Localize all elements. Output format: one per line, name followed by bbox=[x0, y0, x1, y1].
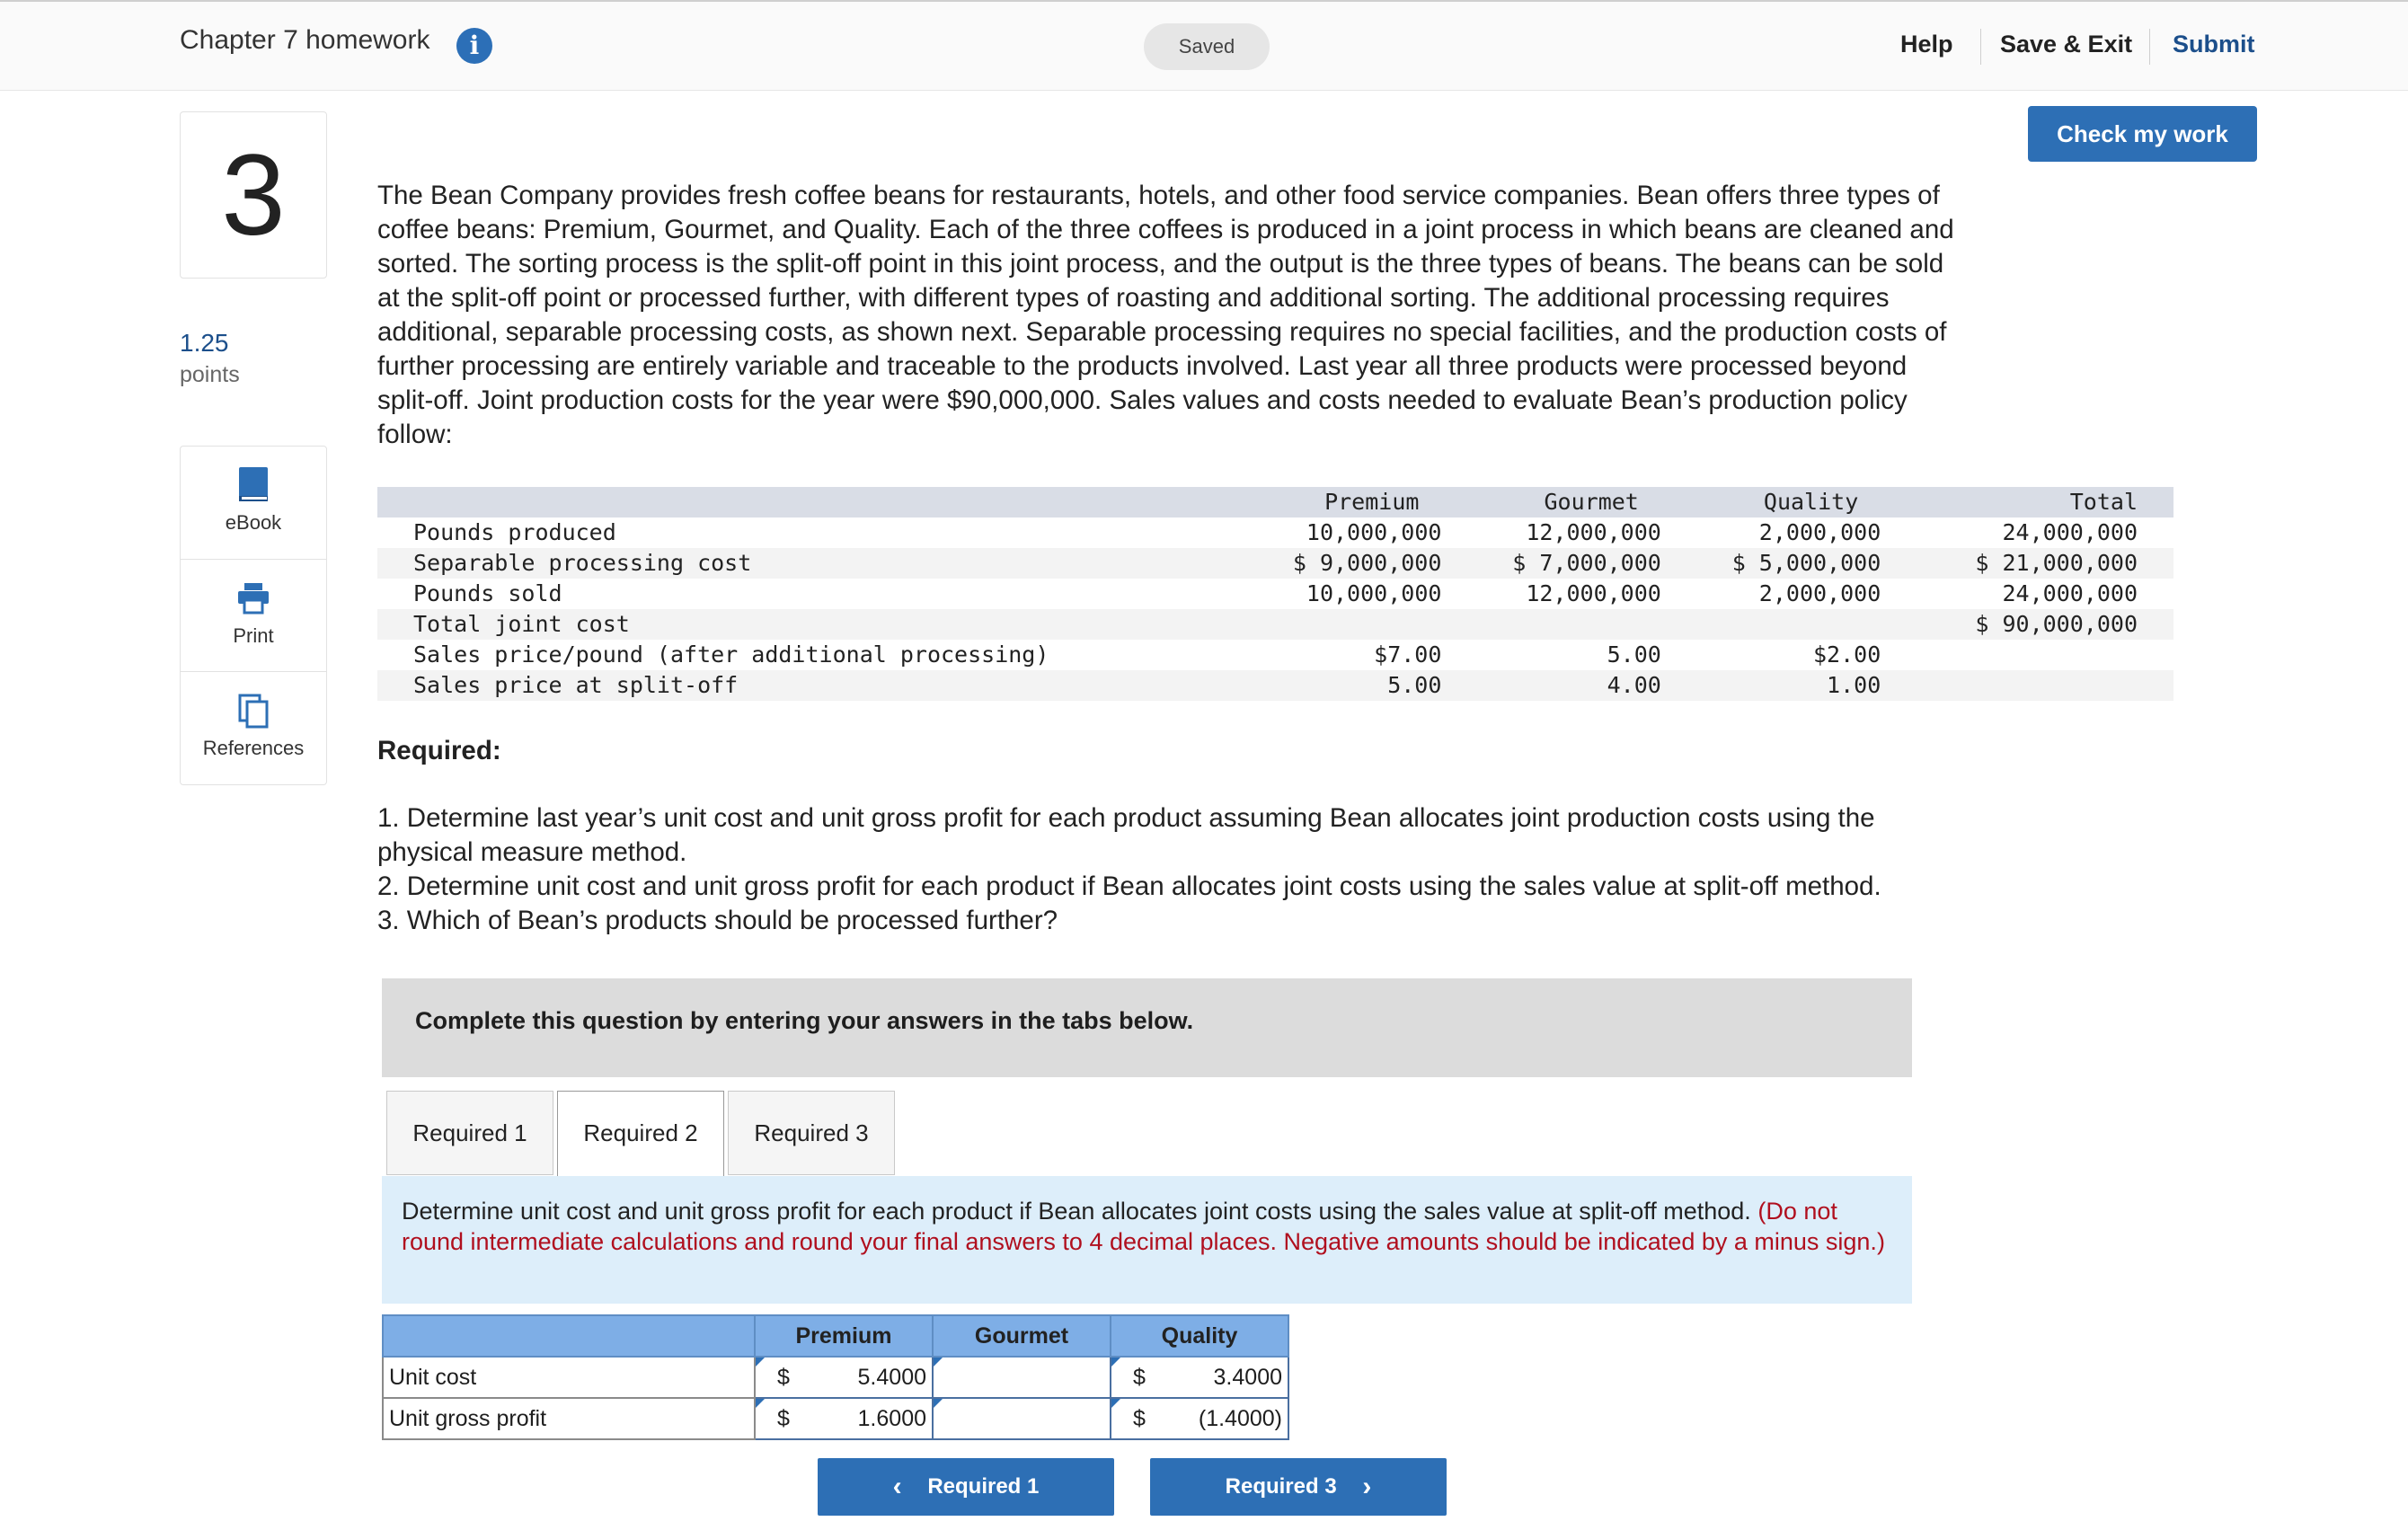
print-button[interactable] bbox=[181, 559, 326, 672]
flag-icon bbox=[756, 1399, 765, 1408]
references-label: References bbox=[202, 737, 305, 759]
header-cell: Total bbox=[1881, 487, 2173, 517]
next-tab-label: Required 3 bbox=[1225, 1474, 1337, 1499]
table-row bbox=[383, 1398, 1288, 1439]
saved-status-badge: Saved bbox=[1144, 23, 1270, 70]
flag-icon bbox=[1111, 1358, 1120, 1367]
assignment-title: Chapter 7 homework bbox=[180, 25, 430, 55]
table-cell: 12,000,000 bbox=[1526, 580, 1661, 606]
prev-tab-label: Required 1 bbox=[927, 1474, 1040, 1499]
table-cell: $ 21,000,000 bbox=[1881, 548, 2173, 579]
currency-symbol: $ bbox=[1133, 1365, 1146, 1390]
instructions-banner bbox=[382, 978, 1912, 1077]
points-value: 1.25 bbox=[180, 329, 229, 357]
header-cell bbox=[377, 487, 1222, 517]
row-label: Pounds produced bbox=[413, 519, 616, 545]
table-row bbox=[383, 1357, 1288, 1398]
task-note: (Do not round intermediate calculations and round your final answers to 4 decimal places. Negative amounts should be indicated by a minus sign.) bbox=[402, 1198, 1885, 1255]
row-label: Pounds sold bbox=[413, 580, 562, 606]
problem-text-line: sorted. The sorting process is the split-off point in this joint process, and the output is the three types of beans. The beans can be sold bbox=[377, 249, 1944, 279]
cell-value: 5.4000 bbox=[857, 1365, 926, 1390]
table-cell: $ 9,000,000 bbox=[1222, 548, 1441, 579]
table-cell bbox=[1881, 640, 2173, 670]
next-tab-button[interactable] bbox=[1150, 1458, 1447, 1516]
currency-symbol: $ bbox=[777, 1365, 790, 1390]
header-cell bbox=[383, 1315, 755, 1357]
table-cell: 1.00 bbox=[1661, 670, 1881, 701]
required-item: 1. Determine last year’s unit cost and unit gross profit for each product assuming Bean allocates joint production costs using the bbox=[377, 803, 1875, 833]
cell-value: (1.4000) bbox=[1198, 1406, 1282, 1431]
row-label: Unit gross profit bbox=[383, 1398, 755, 1439]
given-data-table bbox=[377, 487, 2173, 701]
answer-table bbox=[382, 1314, 1289, 1440]
printer-icon bbox=[236, 579, 270, 617]
table-cell: 5.00 bbox=[1607, 641, 1661, 668]
ebook-button[interactable] bbox=[181, 447, 326, 559]
points-label: points bbox=[180, 362, 240, 387]
table-row bbox=[377, 548, 2173, 579]
required-item: 3. Which of Bean’s products should be processed further? bbox=[377, 906, 1058, 935]
help-link[interactable]: Help bbox=[1900, 31, 1953, 57]
table-cell bbox=[1222, 609, 1441, 640]
table-cell: 2,000,000 bbox=[1758, 519, 1881, 545]
task-description bbox=[382, 1176, 1912, 1304]
answer-header-row bbox=[383, 1315, 1288, 1357]
problem-text-line: follow: bbox=[377, 420, 453, 449]
table-cell: $2.00 bbox=[1813, 641, 1881, 668]
problem-text-line: The Bean Company provides fresh coffee beans for restaurants, hotels, and other food service companies. Bean offers three types of bbox=[377, 181, 1940, 210]
unit-gross-profit-gourmet-input[interactable] bbox=[933, 1398, 1111, 1439]
table-cell bbox=[1441, 609, 1660, 640]
book-icon bbox=[236, 466, 270, 504]
problem-text-line: coffee beans: Premium, Gourmet, and Quality. Each of the three coffees is produced in a joint process in which beans are cleaned and bbox=[377, 215, 1954, 244]
submit-link[interactable]: Submit bbox=[2173, 31, 2255, 57]
unit-cost-quality-input[interactable] bbox=[1111, 1357, 1288, 1398]
flag-icon bbox=[1111, 1399, 1120, 1408]
prev-tab-button[interactable] bbox=[818, 1458, 1114, 1516]
flag-icon bbox=[934, 1399, 943, 1408]
required-item: 2. Determine unit cost and unit gross profit for each product if Bean allocates joint costs using the sales value at split-off method. bbox=[377, 871, 1881, 901]
task-text: Determine unit cost and unit gross profit for each product if Bean allocates joint costs using the sales value at split-off method. bbox=[402, 1198, 1751, 1225]
references-button[interactable] bbox=[181, 671, 326, 784]
table-cell: 12,000,000 bbox=[1526, 519, 1661, 545]
row-label: Total joint cost bbox=[377, 609, 1222, 640]
check-my-work-button[interactable]: Check my work bbox=[2028, 106, 2257, 162]
row-label: Sales price at split-off bbox=[377, 670, 1222, 701]
question-tools-panel bbox=[180, 446, 327, 785]
table-cell: 10,000,000 bbox=[1306, 519, 1442, 545]
problem-text-line: further processing are entirely variable and traceable to the products involved. Last year all three products were processed beyond bbox=[377, 351, 1908, 381]
unit-cost-premium-input[interactable] bbox=[755, 1357, 933, 1398]
cell-value: 3.4000 bbox=[1213, 1365, 1282, 1390]
question-number: 3 bbox=[180, 111, 327, 279]
currency-symbol: $ bbox=[777, 1406, 790, 1431]
table-cell: $ 90,000,000 bbox=[1881, 609, 2173, 640]
table-header-row bbox=[377, 487, 2173, 517]
table-cell bbox=[1881, 670, 2173, 701]
flag-icon bbox=[934, 1358, 943, 1367]
table-cell: 2,000,000 bbox=[1758, 580, 1881, 606]
divider bbox=[1980, 29, 1981, 65]
ebook-label: eBook bbox=[225, 511, 282, 534]
row-label: Sales price/pound (after additional processing) bbox=[413, 641, 1049, 668]
unit-cost-gourmet-input[interactable] bbox=[933, 1357, 1111, 1398]
header-cell: Premium bbox=[1222, 487, 1441, 517]
table-row bbox=[377, 640, 2173, 670]
table-cell: 24,000,000 bbox=[2002, 580, 2138, 606]
table-cell bbox=[1661, 609, 1881, 640]
unit-gross-profit-quality-input[interactable] bbox=[1111, 1398, 1288, 1439]
table-row bbox=[377, 609, 2173, 640]
tab-required-3[interactable]: Required 3 bbox=[728, 1091, 895, 1175]
header-cell: Premium bbox=[755, 1315, 933, 1357]
instructions-text: Complete this question by entering your answers in the tabs below. bbox=[415, 1007, 1194, 1034]
table-cell: $ 7,000,000 bbox=[1441, 548, 1660, 579]
required-heading: Required: bbox=[377, 736, 501, 765]
cell-value: 1.6000 bbox=[857, 1406, 926, 1431]
problem-description bbox=[377, 179, 1954, 452]
save-exit-link[interactable]: Save & Exit bbox=[2000, 31, 2133, 57]
table-cell: 4.00 bbox=[1441, 670, 1660, 701]
chevron-left-icon: ‹ bbox=[892, 1472, 902, 1501]
info-icon[interactable]: i bbox=[456, 28, 492, 64]
table-row bbox=[377, 670, 2173, 701]
table-cell: 10,000,000 bbox=[1306, 580, 1442, 606]
table-cell: $ 5,000,000 bbox=[1661, 548, 1881, 579]
table-cell: 5.00 bbox=[1222, 670, 1441, 701]
table-row bbox=[377, 517, 2173, 548]
required-list bbox=[377, 801, 1881, 938]
row-label: Separable processing cost bbox=[377, 548, 1222, 579]
currency-symbol: $ bbox=[1133, 1406, 1146, 1431]
print-label: Print bbox=[233, 624, 274, 647]
flag-icon bbox=[756, 1358, 765, 1367]
header-cell: Gourmet bbox=[933, 1315, 1111, 1357]
table-cell: $7.00 bbox=[1374, 641, 1442, 668]
references-icon bbox=[236, 692, 270, 730]
top-bar bbox=[0, 0, 2408, 91]
required-item: physical measure method. bbox=[377, 837, 687, 867]
header-cell: Gourmet bbox=[1441, 487, 1660, 517]
divider bbox=[2149, 29, 2150, 65]
problem-text-line: at the split-off point or processed further, with different types of roasting and additional sorting. The additional processing requires bbox=[377, 283, 1890, 313]
chevron-right-icon: › bbox=[1362, 1472, 1372, 1501]
header-cell: Quality bbox=[1111, 1315, 1288, 1357]
unit-gross-profit-premium-input[interactable] bbox=[755, 1398, 933, 1439]
problem-text-line: additional, separable processing costs, as shown next. Separable processing requires no special facilities, and the production costs of bbox=[377, 317, 1947, 347]
tab-required-1[interactable]: Required 1 bbox=[386, 1091, 553, 1175]
table-row bbox=[377, 579, 2173, 609]
header-cell: Quality bbox=[1661, 487, 1881, 517]
row-label: Unit cost bbox=[383, 1357, 755, 1398]
tab-required-2[interactable]: Required 2 bbox=[557, 1091, 724, 1177]
problem-text-line: split-off. Joint production costs for the year were $90,000,000. Sales values and costs needed to evaluate Bean’s production policy bbox=[377, 385, 1908, 415]
table-cell: 24,000,000 bbox=[2002, 519, 2138, 545]
